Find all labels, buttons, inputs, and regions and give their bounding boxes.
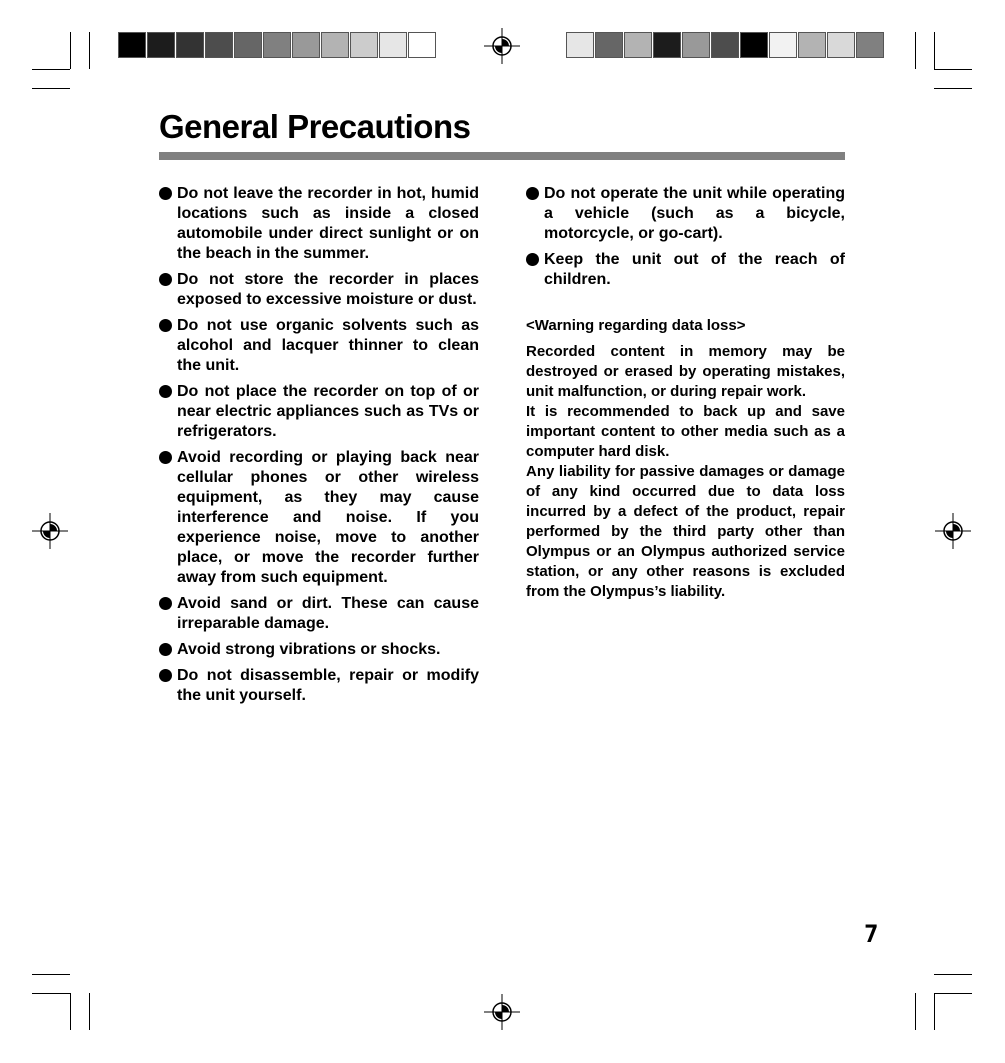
warning-paragraph: Recorded content in memory may be destroyed or erased by operating mistakes, unit malfunction, or during repair work. xyxy=(526,343,845,400)
precautions-list-right xyxy=(526,184,845,290)
bullet-icon xyxy=(159,319,172,332)
registration-mark-right-icon xyxy=(935,513,971,549)
precautions-list-left xyxy=(159,184,479,706)
color-swatch xyxy=(798,32,826,58)
bullet-icon xyxy=(159,643,172,656)
registration-mark-bottom-icon xyxy=(484,994,520,1030)
color-swatch xyxy=(147,32,175,58)
list-item: Do not place the recorder on top of or near electric appliances such as TVs or refrigerators. xyxy=(159,382,479,442)
color-swatch xyxy=(682,32,710,58)
list-item: Do not use organic solvents such as alcohol and lacquer thinner to clean the unit. xyxy=(159,316,479,376)
list-item: Do not disassemble, repair or modify the unit yourself. xyxy=(159,666,479,706)
color-swatch xyxy=(711,32,739,58)
color-swatch xyxy=(176,32,204,58)
crop-mark xyxy=(32,88,70,89)
color-swatch xyxy=(408,32,436,58)
crop-mark xyxy=(934,88,972,89)
color-swatch xyxy=(827,32,855,58)
warning-body xyxy=(526,342,845,602)
color-swatch xyxy=(740,32,768,58)
crop-mark xyxy=(915,32,916,69)
left-column xyxy=(159,184,479,712)
color-swatch xyxy=(292,32,320,58)
bullet-icon xyxy=(526,187,539,200)
registration-mark-top-icon xyxy=(484,28,520,64)
bullet-icon xyxy=(159,597,172,610)
list-item: Avoid recording or playing back near cellular phones or other wireless equipment, as they may cause interference and noise. If you experience noise, move to another place, or move the recorder further away from such equipment. xyxy=(159,448,479,588)
color-swatch xyxy=(566,32,594,58)
list-item: Do not leave the recorder in hot, humid locations such as inside a closed automobile under direct sunlight or on the beach in the summer. xyxy=(159,184,479,264)
crop-mark xyxy=(934,69,972,70)
crop-mark xyxy=(934,993,972,994)
crop-mark xyxy=(70,993,71,1030)
color-swatch xyxy=(321,32,349,58)
color-swatch xyxy=(624,32,652,58)
crop-mark xyxy=(934,32,935,69)
warning-paragraph: It is recommended to back up and save important content to other media such as a computer hard disk. xyxy=(526,403,845,460)
list-item: Keep the unit out of the reach of children. xyxy=(526,250,845,290)
bullet-icon xyxy=(159,669,172,682)
color-swatch xyxy=(350,32,378,58)
bullet-icon xyxy=(526,253,539,266)
page-title: General Precautions xyxy=(159,108,471,145)
color-swatch xyxy=(263,32,291,58)
crop-mark xyxy=(915,993,916,1030)
warning-paragraph: Any liability for passive damages or damage of any kind occurred due to data loss incurred by a defect of the product, repair performed by the third party other than Olympus or an Olympus authorized service station, or any other reasons is excluded from the Olympus’s liability. xyxy=(526,463,845,600)
bullet-icon xyxy=(159,273,172,286)
page-number: 7 xyxy=(864,920,879,948)
registration-mark-left-icon xyxy=(32,513,68,549)
crop-mark xyxy=(934,974,972,975)
color-calibration-strip-right xyxy=(566,32,885,58)
color-swatch xyxy=(769,32,797,58)
list-item: Do not operate the unit while operating a vehicle (such as a bicycle, motorcycle, or go-cart). xyxy=(526,184,845,244)
crop-mark xyxy=(89,993,90,1030)
color-swatch xyxy=(379,32,407,58)
bullet-icon xyxy=(159,385,172,398)
color-swatch xyxy=(205,32,233,58)
crop-mark xyxy=(32,69,70,70)
crop-mark xyxy=(70,32,71,69)
list-item: Avoid sand or dirt. These can cause irreparable damage. xyxy=(159,594,479,634)
color-swatch xyxy=(856,32,884,58)
crop-mark xyxy=(89,32,90,69)
list-item: Do not store the recorder in places exposed to excessive moisture or dust. xyxy=(159,270,479,310)
color-swatch xyxy=(653,32,681,58)
crop-mark xyxy=(934,993,935,1030)
bullet-icon xyxy=(159,451,172,464)
color-swatch xyxy=(234,32,262,58)
color-swatch xyxy=(595,32,623,58)
list-item: Avoid strong vibrations or shocks. xyxy=(159,640,479,660)
title-rule xyxy=(159,152,845,160)
crop-mark xyxy=(32,993,70,994)
color-swatch xyxy=(118,32,146,58)
bullet-icon xyxy=(159,187,172,200)
warning-heading: <Warning regarding data loss> xyxy=(526,317,746,334)
right-column xyxy=(526,184,845,602)
color-calibration-strip-left xyxy=(118,32,437,58)
crop-mark xyxy=(32,974,70,975)
